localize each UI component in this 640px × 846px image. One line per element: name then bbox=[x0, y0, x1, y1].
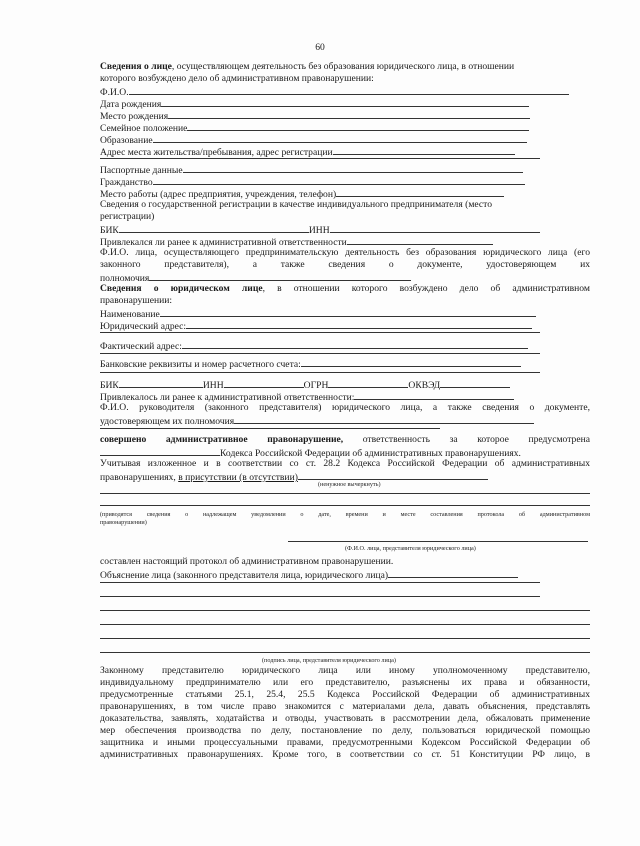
le-head-extra-line[interactable] bbox=[100, 428, 440, 429]
explanation-line[interactable] bbox=[100, 582, 540, 583]
legal-entity-heading: Сведения о юридическом лице, в отношении которого возбуждено дело об административном bbox=[100, 283, 590, 294]
passport-field: Паспортные данные bbox=[100, 163, 590, 177]
le-prior-liability-field: Привлекалось ли ранее к административной ответственности: bbox=[100, 390, 590, 404]
le-prior-liability-input-line[interactable] bbox=[354, 390, 514, 400]
birth-place-field: Место рождения bbox=[100, 109, 590, 123]
address-field: Адрес места жительства/пребывания, адрес регистрации bbox=[100, 145, 590, 159]
explanation-input-line[interactable] bbox=[388, 568, 518, 578]
np-inn-input-line[interactable] bbox=[330, 223, 540, 233]
rights-line: предусмотренные статьями 25.1, 25.4, 25.5 Кодекса Российской Федерации об административных bbox=[100, 689, 590, 700]
code-article-input-line[interactable] bbox=[100, 446, 220, 456]
np-bik-input-line[interactable] bbox=[119, 223, 309, 233]
registration-info-line2: регистрации) bbox=[100, 211, 155, 222]
family-status-input-line[interactable] bbox=[187, 121, 529, 131]
legal-address-input-line[interactable] bbox=[186, 319, 532, 329]
workplace-input-line[interactable] bbox=[336, 187, 504, 197]
education-input-line[interactable] bbox=[153, 133, 527, 143]
signature-note: (подпись лица, представителя юридического лица) bbox=[262, 657, 396, 664]
explanation-line[interactable] bbox=[100, 624, 590, 625]
legal-address-field: Юридический адрес: bbox=[100, 319, 590, 333]
bank-details-field: Банковские реквизиты и номер расчетного счета: bbox=[100, 357, 590, 371]
protocol-drawn-text: составлен настоящий протокол об административном правонарушении. bbox=[100, 556, 394, 567]
le-okved-input-line[interactable] bbox=[440, 378, 510, 388]
explanation-line[interactable] bbox=[100, 610, 590, 611]
presence-input-line[interactable] bbox=[298, 470, 488, 480]
bank-details-extra-line[interactable] bbox=[100, 372, 540, 373]
passport-input-line[interactable] bbox=[183, 163, 523, 173]
le-head-line2: удостоверяющем их полномочия bbox=[100, 414, 590, 428]
offense-code-ref: Кодекса Российской Федерации об административных правонарушениях. bbox=[100, 446, 590, 460]
considering-line1: Учитывая изложенное и в соответствии со ст. 28.2 Кодекса Российской Федерации об административных bbox=[100, 458, 590, 469]
considering-line2: правонарушениях, в присутствии (в отсутствии) bbox=[100, 470, 590, 484]
actual-address-extra-line[interactable] bbox=[100, 353, 540, 354]
page-number: 60 bbox=[315, 42, 325, 53]
offense-statement: совершено административное правонарушение, ответственность за которое предусмотрена bbox=[100, 434, 590, 445]
le-head-input-line[interactable] bbox=[234, 414, 534, 424]
fio-field: Ф.И.О. bbox=[100, 85, 590, 99]
strike-note: (ненужное вычеркнуть) bbox=[318, 481, 381, 488]
entity-name-input-line[interactable] bbox=[160, 307, 536, 317]
legal-address-extra-line[interactable] bbox=[100, 332, 540, 333]
natural-person-heading-line2: которого возбуждено дело об административном правонарушении: bbox=[100, 73, 374, 84]
fio-signature-line[interactable] bbox=[288, 541, 588, 542]
notice-line-1[interactable] bbox=[100, 493, 590, 494]
notice-note-line2: правонарушении) bbox=[100, 519, 147, 526]
address-extra-line[interactable] bbox=[100, 158, 540, 159]
le-bank-ids-row: БИК ИНН ОГРН ОКВЭД bbox=[100, 378, 590, 392]
actual-address-field: Фактический адрес: bbox=[100, 339, 590, 353]
rights-line: защитника и иными процессуальными правами, предусмотренными Кодексом Российской Федерации об bbox=[100, 737, 590, 748]
explanation-field: Объяснение лица (законного представителя лица, юридического лица) bbox=[100, 568, 590, 582]
education-field: Образование bbox=[100, 133, 590, 147]
bank-details-input-line[interactable] bbox=[301, 357, 521, 367]
entity-name-field: Наименование bbox=[100, 307, 590, 321]
np-authority-input-line[interactable] bbox=[149, 271, 411, 281]
registration-info-line1: Сведения о государственной регистрации в качестве индивидуального предпринимателя (место bbox=[100, 199, 493, 210]
np-prior-liability-field: Привлекался ли ранее к административной ответственности bbox=[100, 235, 590, 249]
workplace-field: Место работы (адрес предприятия, учреждения, телефон) bbox=[100, 187, 590, 201]
fio-note: (Ф.И.О. лица, представителя юридического лица) bbox=[345, 545, 476, 552]
np-bank-ids-row: БИК ИНН bbox=[100, 223, 590, 237]
birth-place-input-line[interactable] bbox=[168, 109, 530, 119]
family-status-field: Семейное положение bbox=[100, 121, 590, 135]
le-ogrn-input-line[interactable] bbox=[328, 378, 408, 388]
le-bik-input-line[interactable] bbox=[119, 378, 203, 388]
np-representative-line3: полномочия bbox=[100, 271, 590, 285]
natural-person-heading: Сведения о лице, осуществляющем деятельность без образования юридического лица, в отношении bbox=[100, 61, 515, 72]
citizenship-field: Гражданство bbox=[100, 175, 590, 189]
np-representative-line2: законного представителя), а также сведения о документе, удостоверяющем их bbox=[100, 259, 590, 270]
fio-input-line[interactable] bbox=[129, 85, 569, 95]
explanation-line[interactable] bbox=[100, 638, 590, 639]
birth-date-input-line[interactable] bbox=[161, 97, 529, 107]
np-representative-line1: Ф.И.О. лица, осуществляющего предпринимательскую деятельность без образования юридического лица (его bbox=[100, 247, 590, 258]
rights-line: индивидуальному предпринимателю или его представителю, разъяснены их права и обязанности, bbox=[100, 677, 590, 688]
notice-line-2[interactable] bbox=[100, 505, 590, 506]
birth-date-field: Дата рождения bbox=[100, 97, 590, 111]
np-prior-liability-input-line[interactable] bbox=[347, 235, 493, 245]
rights-line: административных правонарушениях. Кроме того, в соответствии со ст. 51 Конституции РФ лицо, в bbox=[100, 749, 590, 760]
citizenship-input-line[interactable] bbox=[153, 175, 525, 185]
notice-note-line1: (приводятся сведения о надлежащем уведомлении о дате, времени и месте составления протокола об административном bbox=[100, 511, 590, 518]
le-inn-input-line[interactable] bbox=[224, 378, 304, 388]
le-head-line1: Ф.И.О. руководителя (законного представителя) юридического лица, а также сведения о документе, bbox=[100, 402, 590, 413]
explanation-line[interactable] bbox=[100, 596, 540, 597]
rights-line: правонарушениях, в том числе право знакомится с материалами дела, давать объяснения, представлять bbox=[100, 701, 590, 712]
address-input-line[interactable] bbox=[333, 145, 515, 155]
explanation-line[interactable] bbox=[100, 652, 590, 653]
rights-line: Законному представителю юридического лица или иному уполномоченному представителю, bbox=[100, 665, 590, 676]
legal-entity-heading-line2: правонарушении: bbox=[100, 295, 173, 306]
rights-line: мер обеспечения производства по делу, постановление по делу, пользоваться юридической помощью bbox=[100, 725, 590, 736]
presence-option[interactable]: в присутствии (в отсутствии) bbox=[178, 472, 298, 483]
rights-line: доказательства, заявлять, ходатайства и отводы, участвовать в рассмотрении дела, обжаловать применение bbox=[100, 713, 590, 724]
actual-address-input-line[interactable] bbox=[182, 339, 528, 349]
